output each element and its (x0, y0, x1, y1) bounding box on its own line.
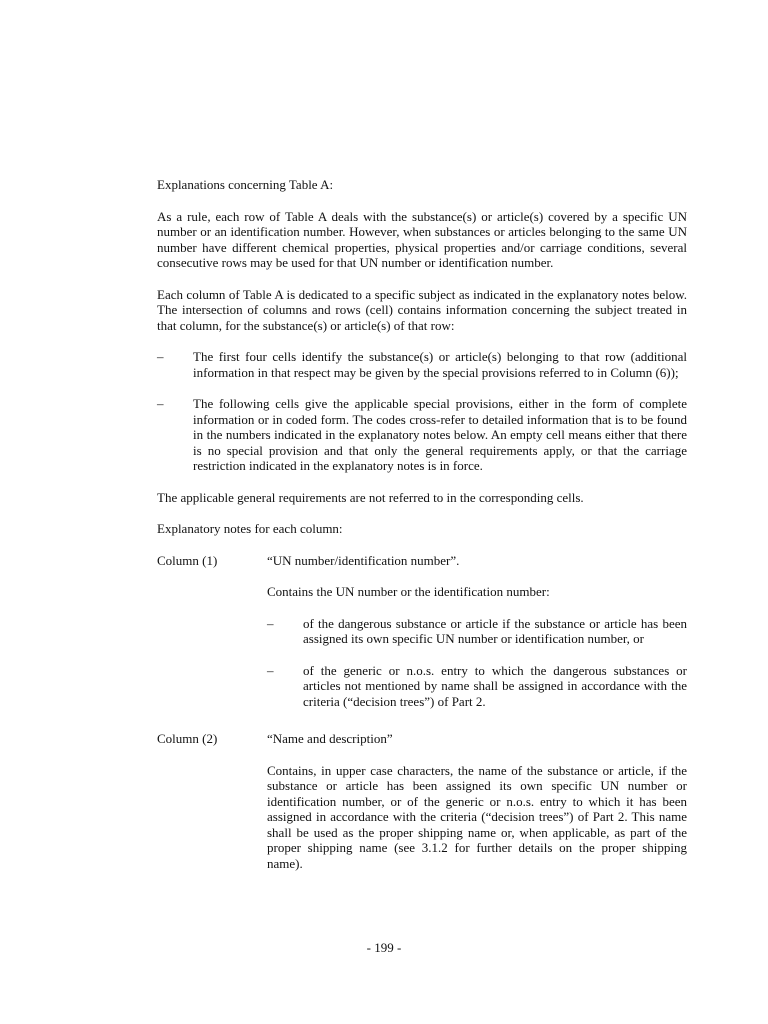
document-page (157, 177, 687, 887)
column-2-body (267, 731, 687, 871)
column-1-intro: Contains the UN number or the identification number: (267, 584, 550, 599)
bullet-item (157, 349, 687, 380)
bullet-text: of the generic or n.o.s. entry to which the dangerous substances or articles not mentioned by name shall be assigned in accordance with the criteria (“decision trees”) of Part 2. (303, 662, 687, 709)
column-1-label: Column (1) (157, 552, 218, 568)
section-heading: Explanations concerning Table A: (157, 177, 334, 192)
column-2-label: Column (2) (157, 731, 218, 746)
column-1-item (267, 663, 687, 710)
bullet-text: of the dangerous substance or article if the substance or article has been assigned its own specific UN number or identification number, or (303, 615, 687, 646)
bullet-dash: – (157, 396, 164, 411)
paragraph-columns: Each column of Table A is dedicated to a specific subject as indicated in the explanatory notes below. The intersection of columns and rows (cell) contains information concerning the subject treated in that column, for the substance(s) or article(s) of that row: (157, 286, 687, 333)
bullet-dash: – (267, 662, 274, 678)
column-1-item (267, 616, 687, 647)
explanatory-notes-heading: Explanatory notes for each column: (157, 521, 343, 536)
column-1-title: “UN number/identification number”. (267, 552, 460, 568)
column-2-title: “Name and description” (267, 731, 393, 746)
column-1-body (267, 553, 687, 710)
column-2-block (157, 731, 687, 871)
column-1-block (157, 553, 687, 710)
bullet-dash: – (157, 349, 164, 364)
page-number: - 199 - (366, 940, 402, 955)
bullet-text: The first four cells identify the substance(s) or article(s) belonging to that row (additional information in that respect may be given by the special provisions referred to in Column (6)); (193, 349, 687, 380)
column-2-description: Contains, in upper case characters, the name of the substance or article, if the substance or article has been assigned its own specific UN number or identification number, or of the generic or n.o.s. entry to which it has been assigned in accordance with the criteria (“decision trees”) of Part 2. This name shall be used as the proper shipping name or, when applicable, as part of the proper shipping name (see 3.1.2 for further details on the proper shipping name). (267, 762, 687, 871)
general-requirements-note: The applicable general requirements are not referred to in the corresponding cells. (157, 489, 584, 505)
bullet-item (157, 396, 687, 474)
bullet-text: The following cells give the applicable special provisions, either in the form of complete information or in coded form. The codes cross-refer to detailed information that is to be found in the numbers indicated in the explanatory notes below. An empty cell means either that there is no special provision and that only the general requirements apply, or that the carriage restriction indicated in the explanatory notes is in force. (193, 396, 687, 473)
paragraph-rows: As a rule, each row of Table A deals with the substance(s) or article(s) covered by a specific UN number or an identification number. However, when substances or articles belonging to the same UN number have different chemical properties, physical properties and/or carriage conditions, several consecutive rows may be used for that UN number or identification number. (157, 208, 687, 270)
bullet-dash: – (267, 615, 274, 631)
